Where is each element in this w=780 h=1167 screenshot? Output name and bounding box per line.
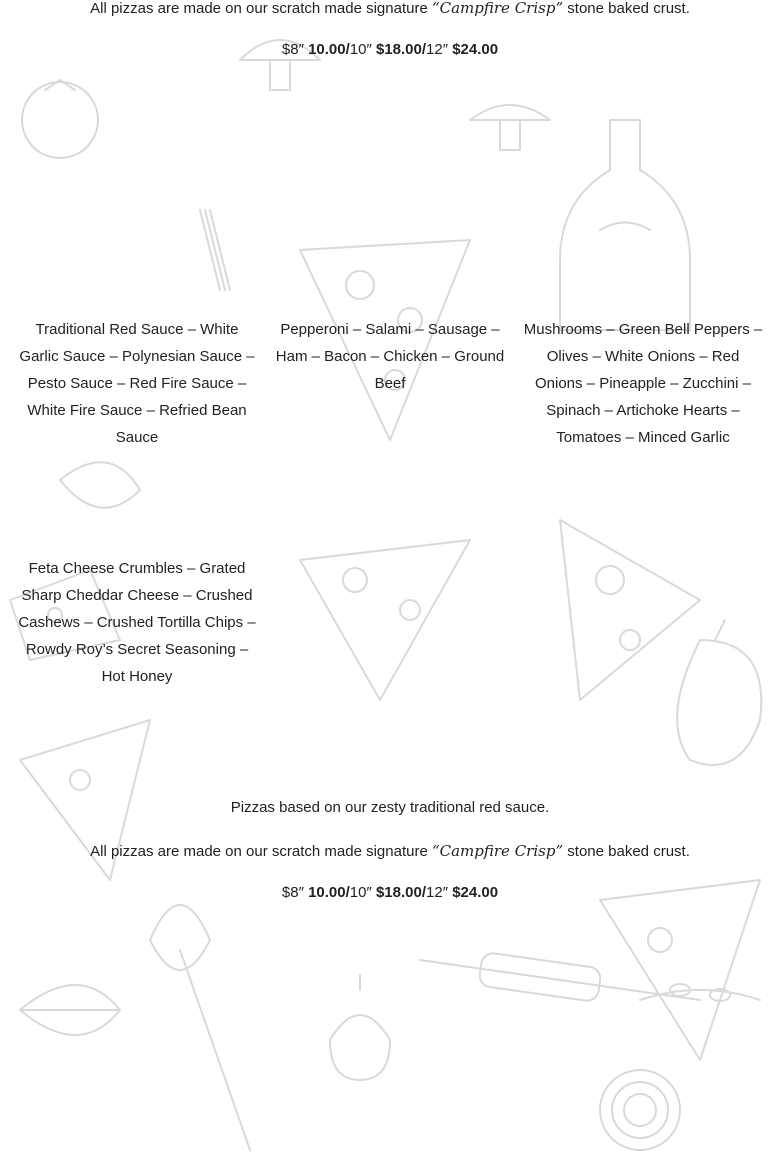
topping-options: Feta Cheese Crumbles – Grated Sharp Cheddar Cheese – Crushed Cashews – Crushed Tortilla Chips – Rowdy Roy’s Secret Seasoning – Hot Honey: [18, 560, 256, 685]
veggie-options: Mushrooms – Green Bell Peppers – Olives – White Onions – Red Onions – Pineapple – Zucchini – Spinach – Artichoke Hearts – Tomatoes – Minced Garlic: [523, 321, 763, 446]
size-medium: 10″: [349, 884, 372, 901]
price-small: 10.00/: [308, 884, 350, 901]
crust-name: “Campfire Crisp”: [431, 0, 564, 17]
crust-name: “Campfire Crisp”: [431, 842, 564, 860]
crust-description: [0, 0, 780, 18]
price-large: $24.00: [452, 41, 499, 58]
size-small: $8″: [281, 884, 304, 901]
crust-description: [0, 842, 780, 861]
size-small: $8″: [281, 41, 304, 58]
price-line: [0, 41, 780, 59]
crust-prefix: All pizzas are made on our scratch made signature: [90, 843, 428, 860]
sauce-options: Traditional Red Sauce – White Garlic Sauce – Polynesian Sauce – Pesto Sauce – Red Fire Sauce – White Fire Sauce – Refried Bean Sauce: [19, 321, 255, 446]
size-large: 12″: [426, 884, 449, 901]
crust-suffix: stone baked crust.: [567, 843, 690, 860]
size-large: 12″: [426, 41, 449, 58]
crust-prefix: All pizzas are made on our scratch made signature: [90, 0, 428, 17]
crust-suffix: stone baked crust.: [567, 0, 690, 17]
price-small: 10.00/: [308, 41, 350, 58]
price-line: [0, 884, 780, 902]
price-medium: $18.00/: [375, 884, 427, 901]
price-large: $24.00: [452, 884, 499, 901]
section-intro: Pizzas based on our zesty traditional red sauce.: [230, 799, 550, 816]
price-medium: $18.00/: [375, 41, 427, 58]
size-medium: 10″: [349, 41, 372, 58]
meat-options: Pepperoni – Salami – Sausage – Ham – Bacon – Chicken – Ground Beef: [275, 321, 505, 392]
